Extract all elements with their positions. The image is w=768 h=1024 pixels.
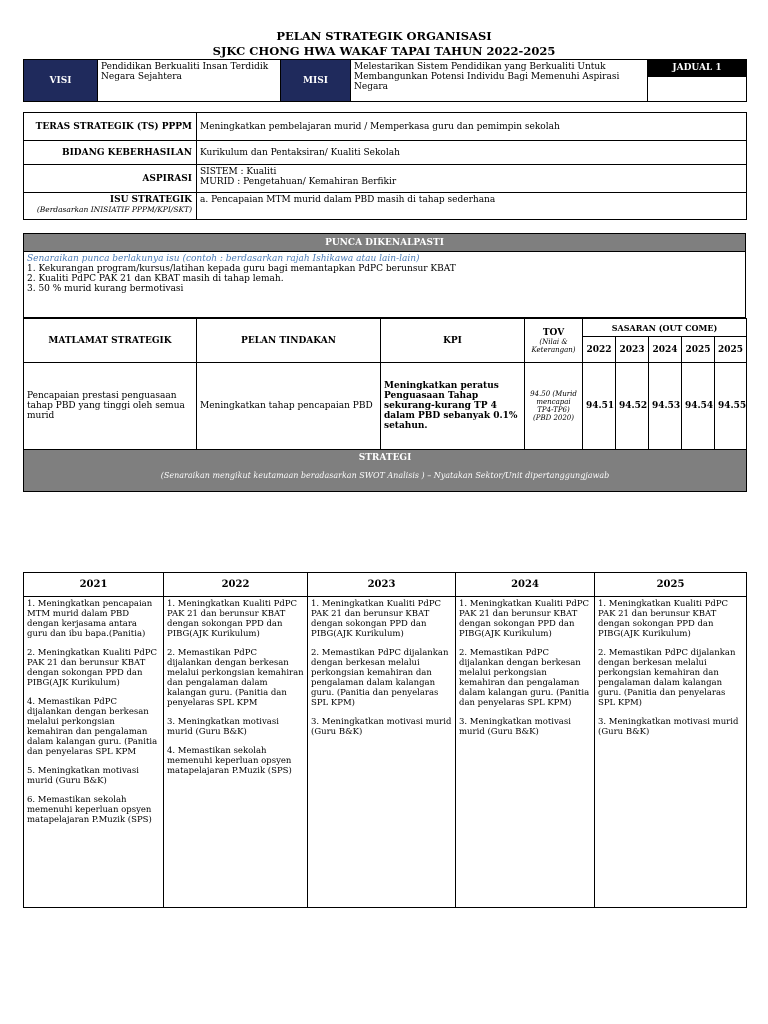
- strategy-item: 5. Meningkatkan motivasi murid (Guru B&K): [27, 766, 139, 786]
- target-value: 94.53: [649, 363, 682, 450]
- strategy-item: 3. Meningkatkan motivasi murid (Guru B&K): [167, 717, 279, 737]
- year-header: 2025: [715, 337, 747, 363]
- jadual-label: JADUAL 1: [648, 60, 746, 77]
- isu-sublabel: (Berdasarkan INISIATIF PPPM/KPI/SKT): [36, 205, 192, 214]
- year-header: 2025: [682, 337, 715, 363]
- col-tov: TOV: [542, 327, 565, 338]
- punca-note: Senaraikan punca berlakunya isu (contoh : berdasarkan rajah Ishikawa atau lain-lain): [27, 254, 420, 264]
- yearly-cell-2021: [24, 597, 164, 908]
- strategy-item: 3. Meningkatkan motivasi murid (Guru B&K): [311, 717, 452, 737]
- col-kpi: KPI: [381, 319, 525, 363]
- yearly-table: [23, 572, 747, 908]
- year-header: 2023: [616, 337, 649, 363]
- isu-label: ISU STRATEGIK: [109, 195, 192, 205]
- target-value: 94.54: [682, 363, 715, 450]
- teras-label: TERAS STRATEGIK (TS) PPPM: [24, 113, 197, 141]
- year-header: 2024: [649, 337, 682, 363]
- visi-text: Pendidikan Berkualiti Insan Terdidik Negara Sejahtera: [98, 60, 281, 102]
- strategy-item: 1. Meningkatkan Kualiti PdPC PAK 21 dan berunsur KBAT dengan sokongan PPD dan PIBG(AJK Kurikulum): [459, 599, 590, 639]
- isu-value: a. Pencapaian MTM murid dalam PBD masih di tahap sederhana: [197, 193, 747, 220]
- punca-item: 1. Kekurangan program/kursus/latihan kepada guru bagi memantapkan PdPC berunsur KBAT: [27, 264, 456, 274]
- page-subtitle: SJKC CHONG HWA WAKAF TAPAI TAHUN 2022-2025: [212, 44, 556, 58]
- strategi-cell: [24, 450, 747, 492]
- col-pelan: PELAN TINDAKAN: [197, 319, 381, 363]
- isu-label-cell: [24, 193, 197, 220]
- matlamat-value: Pencapaian prestasi penguasaan tahap PBD yang tinggi oleh semua murid: [24, 363, 197, 450]
- kpi-value: Meningkatkan peratus Penguasaan Tahap sekurang-kurang TP 4 dalam PBD sebanyak 0.1% setahun.: [381, 363, 525, 450]
- misi-text: Melestarikan Sistem Pendidikan yang Berkualiti Untuk Membangunkan Potensi Individu Bagi Memenuhi Aspirasi Negara: [351, 60, 648, 102]
- aspirasi-sistem: SISTEM : Kualiti: [200, 167, 277, 177]
- yearly-header: 2023: [308, 573, 456, 597]
- strategy-item: 1. Meningkatkan Kualiti PdPC PAK 21 dan berunsur KBAT dengan sokongan PPD dan PIBG(AJK Kurikulum): [598, 599, 729, 639]
- page-title: PELAN STRATEGIK ORGANISASI: [276, 29, 492, 43]
- strategy-item: 2. Memastikan PdPC dijalankan dengan berkesan melalui perkongsian kemahiran dan pengalaman dalam kalangan guru. (Panitia dan penyelaras SPL KPM): [598, 648, 736, 708]
- plan-table: [23, 318, 747, 492]
- strategy-item: 2. Memastikan PdPC dijalankan dengan berkesan melalui perkongsian kemahiran dan pengalaman dalam kalangan guru. (Panitia dan penyelaras SPL KPM): [459, 648, 590, 708]
- strategy-item: 2. Memastikan PdPC dijalankan dengan berkesan melalui perkongsian kemahiran dan pengalaman dalam kalangan guru. (Panitia dan penyelaras SPL KPM): [311, 648, 449, 708]
- punca-header: PUNCA DIKENALPASTI: [24, 234, 746, 252]
- col-sasaran: SASARAN (OUT COME): [583, 319, 747, 337]
- strategy-item: 1. Meningkatkan Kualiti PdPC PAK 21 dan berunsur KBAT dengan sokongan PPD dan PIBG(AJK Kurikulum): [167, 599, 298, 639]
- visi-misi-table: [23, 59, 747, 102]
- col-tov-sub: (Nilai & Keterangan): [531, 337, 576, 354]
- target-value: 94.55: [715, 363, 747, 450]
- aspirasi-value: [197, 165, 747, 193]
- strategy-item: 4. Memastikan PdPC dijalankan dengan berkesan melalui perkongsian kemahiran dan pengalaman dalam kalangan guru. (Panitia dan penyelaras SPL KPM: [27, 697, 158, 757]
- strategy-item: 6. Memastikan sekolah memenuhi keperluan opsyen matapelajaran P.Muzik (SPS): [27, 795, 152, 825]
- strategy-item: 2. Memastikan PdPC dijalankan dengan berkesan melalui perkongsian kemahiran dan pengalaman dalam kalangan guru. (Panitia dan penyelaras SPL KPM: [167, 648, 304, 708]
- strategy-item: 1. Meningkatkan pencapaian MTM murid dalam PBD dengan kerjasama antara guru dan ibu bapa.(Panitia): [27, 599, 153, 639]
- strategy-item: 3. Meningkatkan motivasi murid (Guru B&K): [598, 717, 739, 737]
- punca-table: [23, 233, 746, 318]
- strategi-header: STRATEGI: [358, 453, 412, 463]
- yearly-cell-2022: [164, 597, 308, 908]
- punca-content: [24, 252, 746, 318]
- strategy-item: 1. Meningkatkan Kualiti PdPC PAK 21 dan berunsur KBAT dengan sokongan PPD dan PIBG(AJK Kurikulum): [311, 599, 442, 639]
- info-table: [23, 112, 747, 220]
- teras-value: Meningkatkan pembelajaran murid / Memperkasa guru dan pemimpin sekolah: [197, 113, 747, 141]
- col-tov-cell: [525, 319, 583, 363]
- target-value: 94.52: [616, 363, 649, 450]
- year-header: 2022: [583, 337, 616, 363]
- bidang-label: BIDANG KEBERHASILAN: [24, 141, 197, 165]
- jadual-cell: [648, 60, 747, 102]
- aspirasi-label: ASPIRASI: [24, 165, 197, 193]
- yearly-header: 2025: [595, 573, 747, 597]
- aspirasi-murid: MURID : Pengetahuan/ Kemahiran Berfikir: [200, 177, 397, 187]
- yearly-header: 2022: [164, 573, 308, 597]
- strategi-note: (Senaraikan mengikut keutamaan beradasarkan SWOT Analisis ) – Nyatakan Sektor/Unit dipertanggungjawab: [160, 471, 610, 480]
- punca-item: 3. 50 % murid kurang bermotivasi: [27, 284, 184, 294]
- yearly-cell-2023: [308, 597, 456, 908]
- yearly-header: 2021: [24, 573, 164, 597]
- yearly-cell-2024: [456, 597, 595, 908]
- tov-value: 94.50 (Murid mencapai TP4-TP6) (PBD 2020): [525, 363, 583, 450]
- yearly-cell-2025: [595, 597, 747, 908]
- strategy-item: 4. Memastikan sekolah memenuhi keperluan opsyen matapelajaran P.Muzik (SPS): [167, 746, 292, 776]
- bidang-value: Kurikulum dan Pentaksiran/ Kualiti Sekolah: [197, 141, 747, 165]
- strategy-item: 2. Meningkatkan Kualiti PdPC PAK 21 dan berunsur KBAT dengan sokongan PPD dan PIBG(AJK Kurikulum): [27, 648, 158, 688]
- target-value: 94.51: [583, 363, 616, 450]
- strategy-item: 3. Meningkatkan motivasi murid (Guru B&K): [459, 717, 571, 737]
- misi-label: MISI: [281, 60, 351, 102]
- col-matlamat: MATLAMAT STRATEGIK: [24, 319, 197, 363]
- punca-item: 2. Kualiti PdPC PAK 21 dan KBAT masih di tahap lemah.: [27, 274, 284, 284]
- yearly-header: 2024: [456, 573, 595, 597]
- pelan-value: Meningkatkan tahap pencapaian PBD: [197, 363, 381, 450]
- visi-label: VISI: [24, 60, 98, 102]
